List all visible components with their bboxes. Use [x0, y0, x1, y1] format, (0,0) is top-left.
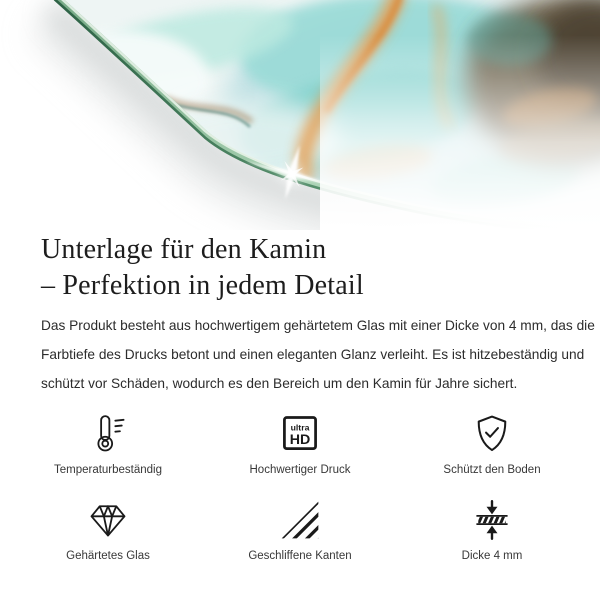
product-photo: [0, 0, 600, 230]
feature-protects-floor: [396, 411, 588, 476]
page-title: [41, 232, 600, 304]
ultra-hd-icon: [277, 411, 323, 457]
thickness-icon: [469, 497, 515, 543]
feature-label: Temperaturbeständig: [53, 464, 163, 476]
feature-polished-edges: [204, 497, 396, 562]
product-description: [41, 311, 600, 398]
feature-high-quality-print: [204, 411, 396, 476]
page-title-line2: – Perfektion in jedem Detail: [41, 270, 364, 301]
feature-grid: [12, 411, 588, 562]
thermometer-icon: [85, 411, 131, 457]
description-line: Das Produkt besteht aus hochwertigem gehärtetem Glas mit einer Dicke von 4 mm, das die: [41, 318, 595, 333]
feature-tempered-glass: [12, 497, 204, 562]
shield-check-icon: [469, 411, 515, 457]
feature-label: Schützt den Boden: [443, 464, 541, 476]
description-line: schützt vor Schäden, wodurch es den Bereich um den Kamin für Jahre sichert.: [41, 376, 518, 391]
feature-label: Gehärtetes Glas: [66, 550, 150, 562]
feature-temperature-resistant: [12, 411, 204, 476]
feature-label: Hochwertiger Druck: [249, 464, 351, 476]
feature-label: Dicke 4 mm: [461, 550, 523, 562]
feature-thickness-4mm: [396, 497, 588, 562]
feature-label: Geschliffene Kanten: [248, 550, 352, 562]
ultra-hd-badge-top: ultra: [290, 422, 310, 433]
glass-disc-illustration: [0, 0, 600, 230]
polished-edges-icon: [277, 497, 323, 543]
diamond-icon: [85, 497, 131, 543]
page-title-line1: Unterlage für den Kamin: [41, 234, 327, 265]
description-line: Farbtiefe des Drucks betont und einen eleganten Glanz verleiht. Es ist hitzebeständig und: [41, 347, 585, 362]
ultra-hd-badge-bottom: HD: [289, 432, 311, 449]
photo-fade-overlay: [320, 35, 600, 230]
